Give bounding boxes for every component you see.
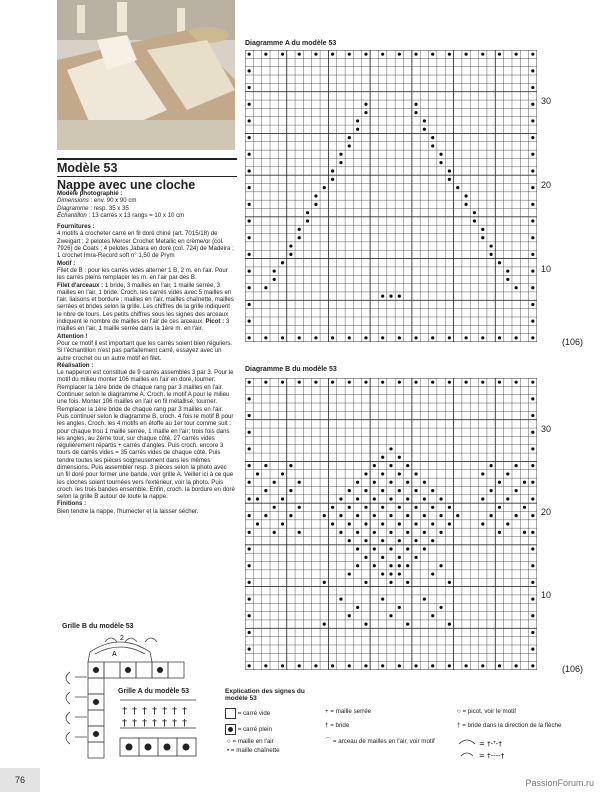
svg-text:†: †: [172, 706, 177, 717]
materials-heading: Fournitures :: [57, 223, 95, 231]
legend-picot-label: = picot, voir le motif: [462, 708, 516, 715]
legend-double-crochet-label: = bride: [330, 722, 350, 729]
picot-heading: Picot :: [205, 318, 225, 326]
slip-stitch-icon: •: [227, 747, 230, 754]
legend-arch-label: = arceau de mailles en l'air, voir motif: [332, 738, 435, 745]
legend-full-square: [225, 724, 272, 735]
photo-model-heading: Modèle photographié :: [57, 190, 123, 197]
empty-square-icon: [225, 708, 236, 719]
legend-arch: [325, 736, 435, 745]
svg-text:†: †: [122, 718, 127, 729]
diagram-a-title: Diagramme A du modèle 53: [245, 40, 337, 47]
legend-single-crochet-label: = maille serrée: [330, 708, 372, 715]
full-square-icon: [225, 724, 236, 735]
legend-slip-label: = maille chaînette: [230, 747, 280, 754]
diagram-b-grid: [245, 378, 537, 670]
svg-text:†: †: [182, 706, 187, 717]
diagram-a-row-20: 20: [541, 180, 552, 190]
grille-b-title: Grille B du modèle 53: [62, 623, 134, 630]
dimensions-line: [57, 197, 235, 204]
realisation-text: Le napperon est constitué de 9 carrés assemblés 3 par 3. Pour le motif du milieu monter 106 mailles en l'air en doré, tourner. Remplacer la 1ère bride de chaque rang par 3 mailles en l'air. Continuer selon le diagramme A. Croch. le motif A pour le milieu une fois. Monter 106 mailles en l'air en fil métallisé, tourner. Remplacer la 1ère bride de chaque rang par 3 mailles en l'air. Puis continuer selon le diagramme B, croch. 4 fois le motif B pour les angles. Croch. les 4 motifs en étoffe au 1er tour comme suit : pour chaque trou 1 maille serrée, 1 maille en l'air; trois fois dans les angles, au 2ème tour, sur chaque côté, 27 carrés vides régulièrement répartis + carrés d'angles. Puis croch. encore 3 tours de carrés vides = 35 carrés vides de chaque côté. Puis tendre toutes les pièces soigneusement dans les mêmes dimensions. Puis assembler resp. 3 pièces selon la photo avec un fil doré pour former une bande, voir grille A. Veiller ici à ce que les cloches soient tournées vers l'extérieur, voir la photo. Puis croch. les trois bandes ensemble. Enfin, croch. la bordure en doré selon la grille B autour de toute la nappe.: [57, 369, 235, 501]
motif-text: Filet de B : pour les carrés vides alterner 1 B, 2 m. en l'air. Pour les carrés pleins remplacer les m. en l'air par des B.: [57, 266, 228, 282]
picot-text: 3 mailles en l'air, 1 maille serrée dans la 1ère m. en l'air.: [57, 318, 230, 333]
grille-a: [118, 698, 198, 765]
legend-directional-double: [457, 722, 561, 729]
svg-text:†: †: [122, 706, 127, 717]
gauge-line: [57, 212, 235, 219]
dim-value: : env. 90 x 90 cm: [88, 197, 137, 205]
title-rule: [57, 158, 237, 160]
diagram-line: [57, 205, 235, 212]
grille-a-drawing: [118, 698, 198, 760]
diagram-b-stitch-count: (106): [562, 664, 584, 674]
legend-empty-square: [225, 708, 270, 719]
watermark: PassionForum.ru: [525, 778, 594, 788]
arch-formula-icon: [457, 736, 557, 762]
legend-chain-label: = maille en l'air: [232, 738, 274, 745]
filet-text: 1 bride, 3 mailles en l'air, 1 maille serrée, 3 mailles en l'air, 1 bride. Croch. les carrés vides avec 5 mailles en l'air, liaisons et bordure : mailles en l'air, mailles chaînette, mailles serrées et brides selon la grille. Les chiffres de la grille indiquent le nbre de tours. Les petits chiffres sous les signes des arceaux indiquent le nombre de mailles en l'air de ces arceaux.: [57, 281, 234, 326]
attention-heading: Attention !: [57, 332, 88, 340]
realisation-heading: Réalisation :: [57, 361, 94, 369]
legend-title: Explication des signes du modèle 53: [225, 688, 305, 702]
svg-text:A: A: [112, 651, 117, 658]
diag-label: Diagramme: [57, 204, 89, 212]
svg-text:†: †: [172, 718, 177, 729]
diagram-b: [245, 378, 537, 675]
instructions-text: [57, 190, 235, 515]
ech-value: : 13 carrés x 13 rangs = 10 x 10 cm: [86, 211, 185, 219]
svg-text:†: †: [152, 718, 157, 729]
ech-label: Échantillon: [57, 211, 87, 219]
chain-stitch-icon: ○: [227, 738, 231, 745]
model-title: Modèle 53: [57, 161, 118, 175]
svg-text:†: †: [162, 718, 167, 729]
motif-heading: Motif :: [57, 259, 76, 267]
diagram-b-row-20: 20: [541, 507, 552, 517]
legend-picot: [457, 708, 516, 715]
diagram-b-title: Diagramme B du modèle 53: [245, 366, 337, 373]
svg-text:= †-ᵀ-†: = †-ᵀ-†: [479, 740, 502, 748]
diagram-a-stitch-count: (106): [562, 337, 584, 347]
diag-value: : resp. 35 x 35: [88, 204, 129, 212]
diagram-a: [245, 50, 537, 347]
attention-text: Pour ce motif il est important que les carrés soient bien réguliers. Si l'échantillon n'est pas parfaitement carré, essayez avec un autre crochet ou un autre motif en filet.: [57, 339, 233, 362]
dim-label: Dimensions: [57, 197, 89, 205]
single-crochet-icon: +: [325, 708, 329, 715]
finishing-heading: Finitions :: [57, 500, 87, 508]
diagram-a-row-30: 30: [541, 96, 552, 106]
svg-text:†: †: [182, 718, 187, 729]
model-subtitle: Nappe avec une cloche: [57, 178, 196, 192]
svg-text:†: †: [132, 718, 137, 729]
filet-heading: Filet d'arceaux :: [57, 281, 104, 289]
double-crochet-icon: †: [325, 722, 329, 729]
title-rule-thin: [57, 176, 237, 177]
filet-para: [57, 282, 235, 333]
grille-a-title: Grille A du modèle 53: [118, 688, 190, 695]
diagram-a-grid: [245, 50, 537, 342]
page-number: 76: [0, 768, 40, 792]
model-title-block: [57, 157, 237, 192]
legend-full-square-label: = carré plein: [237, 726, 272, 734]
svg-text:= †----†: = †----†: [479, 752, 505, 760]
materials-text: 4 motifs à crocheter carré en fil doré chiné (art. 7015/18) de Zweigart ; 2 pelotes Mercer Crochet Metallic en crème/or (col. 7926) de Coats ; 4 pelotes Jabara en doré (col. 724) de Madeira ; 1 crochet Imra-Record soft n° 1,50 de Prym: [57, 230, 234, 260]
tablecloth-photo: [57, 0, 235, 150]
diagram-b-row-10: 10: [541, 590, 552, 600]
legend-chain: [227, 738, 274, 745]
legend: [225, 688, 600, 768]
legend-slip: [227, 747, 280, 754]
directional-double-icon: †: [457, 722, 461, 729]
svg-text:2: 2: [120, 635, 124, 642]
diagram-a-row-10: 10: [541, 264, 552, 274]
svg-text:†: †: [142, 718, 147, 729]
svg-text:†: †: [142, 706, 147, 717]
picot-icon: ○: [457, 708, 461, 715]
diagram-b-row-30: 30: [541, 424, 552, 434]
svg-text:†: †: [152, 706, 157, 717]
legend-double-crochet: [325, 722, 349, 729]
arch-icon: ⌒: [325, 738, 332, 745]
legend-arch-formula: [457, 736, 557, 764]
finishing-text: Bien tendre la nappe, l'humecter et la laisser sécher.: [57, 507, 199, 515]
legend-directional-double-label: = bride dans la direction de la flèche: [462, 722, 562, 729]
svg-text:†: †: [132, 706, 137, 717]
svg-text:†: †: [162, 706, 167, 717]
legend-empty-square-label: = carré vide: [237, 710, 271, 718]
legend-single-crochet: [325, 708, 371, 715]
